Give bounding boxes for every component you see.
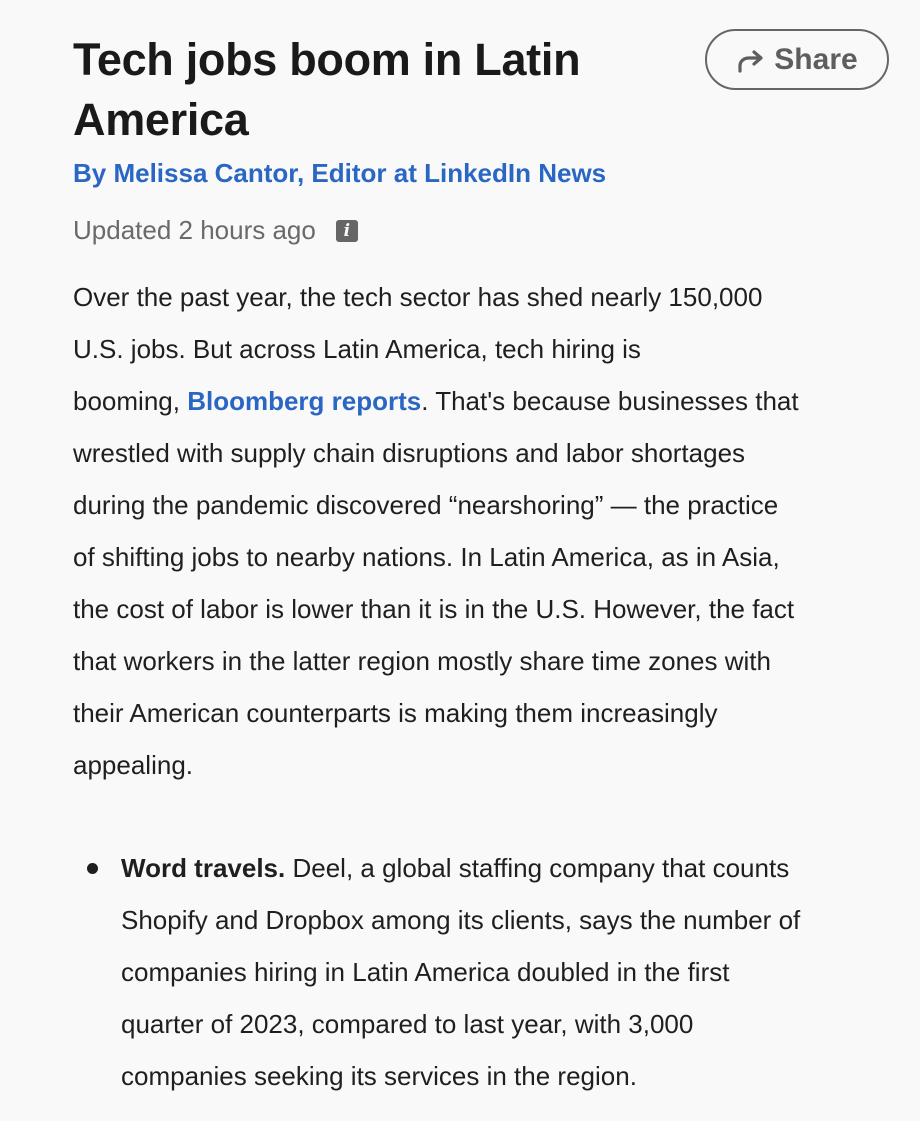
bullet-line: companies hiring in Latin America doubled in the first [121,957,730,987]
paragraph-line: of shifting jobs to nearby nations. In Latin America, as in Asia, [73,542,780,572]
paragraph-line: during the pandemic discovered “nearshoring” — the practice [73,490,779,520]
paragraph-line: that workers in the latter region mostly share time zones with [73,646,771,676]
paragraph-text: booming, [73,386,188,416]
paragraph-line [73,375,893,427]
title-line: Tech jobs boom in Latin [73,34,581,85]
bullet-line [121,842,893,894]
paragraph-line: Over the past year, the tech sector has shed nearly 150,000 [73,282,763,312]
bullet-list [73,842,893,1102]
paragraph-line: U.S. jobs. But across Latin America, tech hiring is [73,334,641,364]
title-line: America [73,94,249,145]
article-title [73,30,673,150]
share-button[interactable] [705,29,889,90]
bullet-line: companies seeking its services in the region. [121,1061,637,1091]
paragraph-line: their American counterparts is making them increasingly [73,698,718,728]
article-paragraph [73,271,893,791]
bullet-dot-icon [87,863,98,874]
updated-row [73,212,358,248]
bullet-line: quarter of 2023, compared to last year, with 3,000 [121,1009,694,1039]
share-arrow-icon [736,49,766,75]
bullet-text: Deel, a global staffing company that counts [285,853,790,883]
bloomberg-reports-link[interactable]: Bloomberg reports [187,386,422,416]
info-icon[interactable]: i [336,220,358,242]
paragraph-text: . That's because businesses that [421,386,799,416]
author-byline-link[interactable]: By Melissa Cantor, Editor at LinkedIn News [73,158,607,188]
paragraph-line: wrestled with supply chain disruptions and labor shortages [73,438,746,468]
bullet-line: Shopify and Dropbox among its clients, says the number of [121,905,801,935]
list-item [73,842,893,1102]
paragraph-line: appealing. [73,750,193,780]
updated-timestamp: Updated 2 hours ago [73,215,316,245]
bullet-lead: Word travels. [121,853,286,883]
share-label: Share [774,42,858,76]
paragraph-line: the cost of labor is lower than it is in the U.S. However, the fact [73,594,795,624]
